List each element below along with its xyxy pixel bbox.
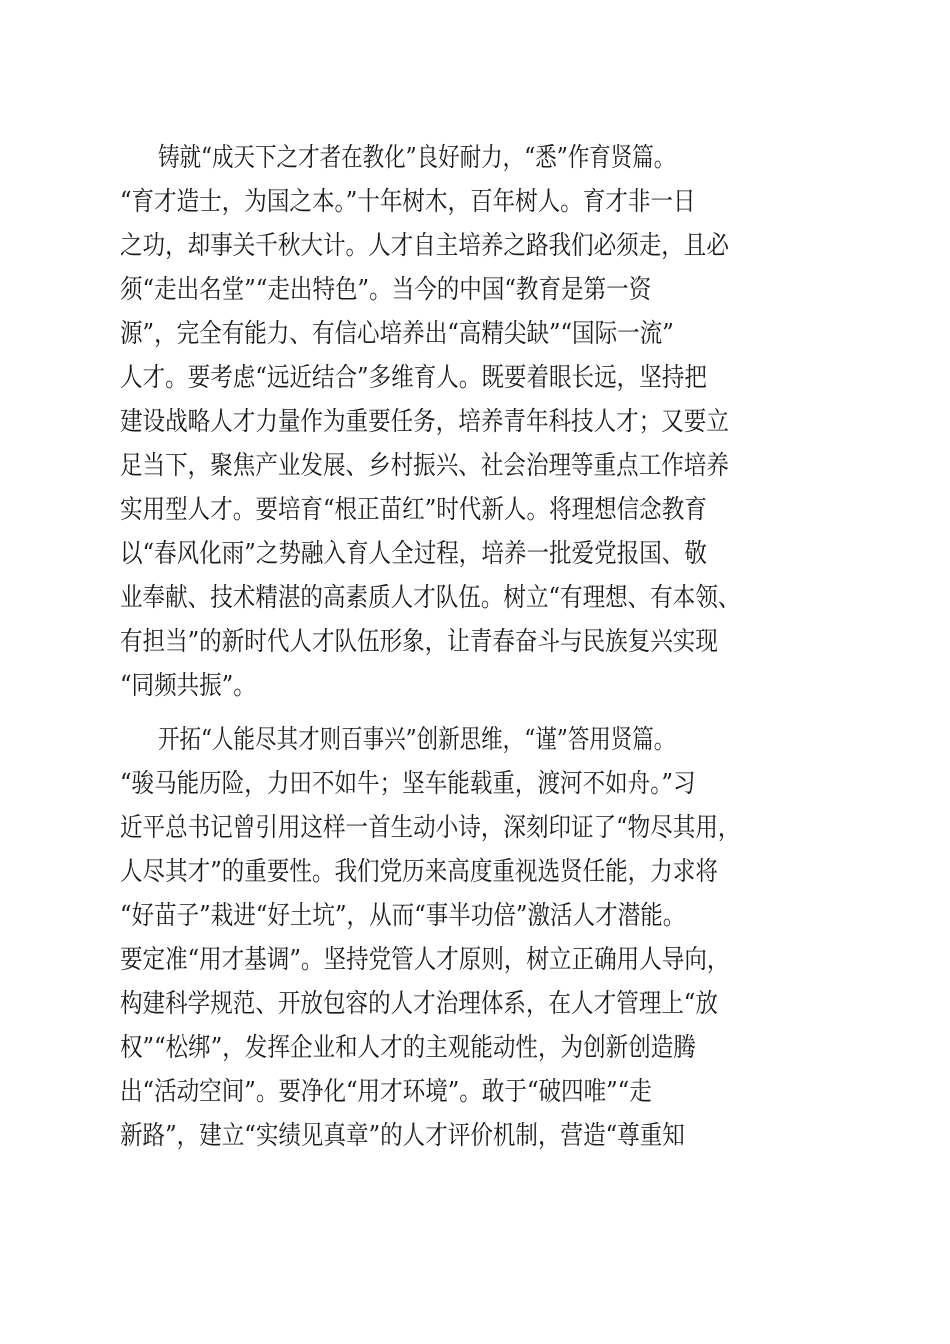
paragraph-2-line-8: 权”“松绑”，发挥企业和人才的主观能动性，为创新创造腾 — [120, 1033, 696, 1063]
paragraph-1-line-1: 铸就“成天下之才者在教化”良好耐力，“悉”作育贤篇。 — [158, 143, 676, 173]
paragraph-2-line-3: 近平总书记曾引用这样一首生动小诗，深刻印证了“物尽其用， — [120, 813, 741, 843]
paragraph-1-line-12: 有担当”的新时代人才队伍形象，让青春奋斗与民族复兴实现 — [120, 627, 718, 657]
paragraph-2-line-6: 要定准“用才基调”。坚持党管人才原则，树立正确用人导向， — [120, 945, 730, 975]
paragraph-1-line-13: “同频共振”。 — [120, 671, 256, 701]
paragraph-2-line-9: 出“活动空间”。要净化“用才环境”。敢于“破四唯”“走 — [120, 1077, 652, 1107]
paragraph-1-line-4: 须“走出名堂”“走出特色”。当今的中国“教育是第一资 — [120, 275, 652, 305]
paragraph-2-line-4: 人尽其才”的重要性。我们党历来高度重视选贤任能，力求将 — [120, 857, 718, 887]
paragraph-1-line-10: 以“春风化雨”之势融入育人全过程，培养一批爱党报国、敬 — [120, 539, 707, 569]
paragraph-1-line-11: 业奉献、技术精湛的高素质人才队伍。树立“有理想、有本领、 — [120, 583, 741, 613]
paragraph-1-line-7: 建设战略人才力量作为重要任务，培养青年科技人才；又要立 — [120, 407, 729, 437]
paragraph-1-line-6: 人才。要考虑“远近结合”多维育人。既要着眼长远，坚持把 — [120, 363, 707, 393]
paragraph-2-line-10: 新路”，建立“实绩见真章”的人才评价机制，营造“尊重知 — [120, 1121, 685, 1151]
paragraph-2-line-5: “好苗子”栽进“好土坑”，从而“事半功倍”激活人才潜能。 — [120, 901, 686, 931]
paragraph-1-line-2: “育才造士，为国之本。”十年树木，百年树人。育才非一日 — [120, 187, 696, 217]
paragraph-2-line-7: 构建科学规范、开放包容的人才治理体系，在人才管理上“放 — [120, 989, 718, 1019]
paragraph-1-line-3: 之功，却事关千秋大计。人才自主培养之路我们必须走，且必 — [120, 231, 729, 261]
paragraph-1-line-5: 源”，完全有能力、有信心培养出“高精尖缺”“国际一流” — [120, 319, 674, 349]
paragraph-2-line-1: 开拓“人能尽其才则百事兴”创新思维，“谨”答用贤篇。 — [158, 725, 676, 755]
paragraph-1-line-9: 实用型人才。要培育“根正苗红”时代新人。将理想信念教育 — [120, 495, 707, 525]
paragraph-2-line-2: “骏马能历险，力田不如牛；坚车能载重，渡河不如舟。”习 — [120, 769, 696, 799]
paragraph-1-line-8: 足当下，聚焦产业发展、乡村振兴、社会治理等重点工作培养 — [120, 451, 729, 481]
